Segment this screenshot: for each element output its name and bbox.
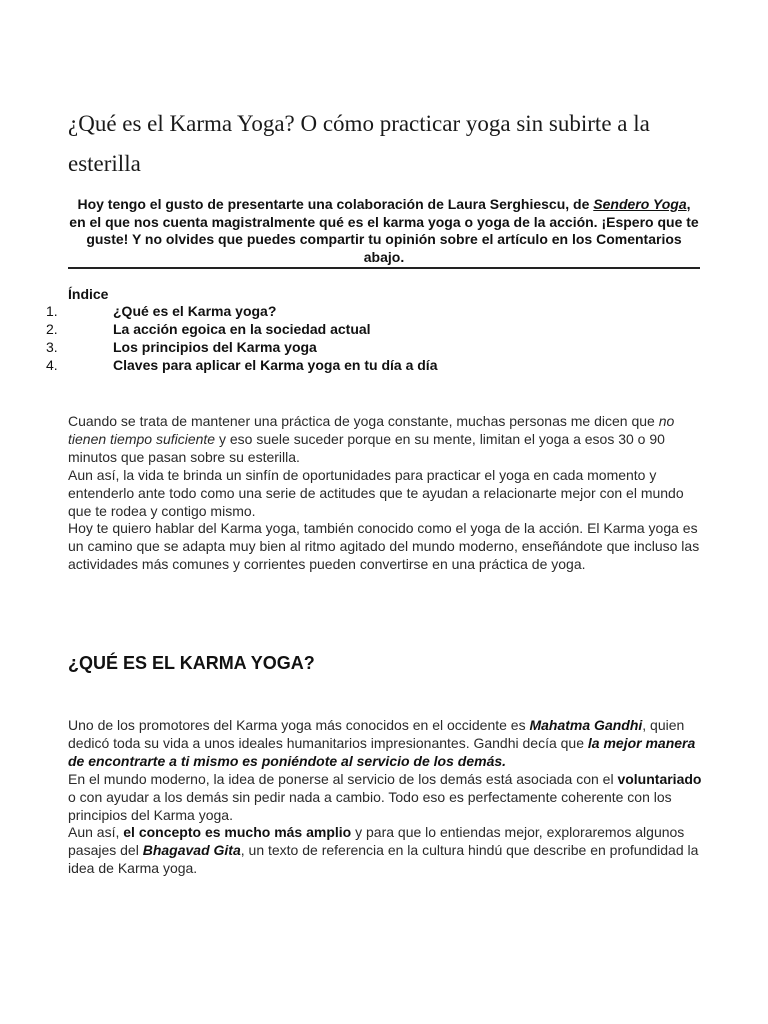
intro-section bbox=[68, 413, 704, 574]
text-run: En el mundo moderno, la idea de ponerse al servicio de los demás está asociada con el bbox=[68, 770, 618, 787]
toc-item[interactable] bbox=[0, 338, 700, 356]
toc-item-number: 2. bbox=[46, 321, 58, 337]
text-run: Aun así, bbox=[68, 824, 124, 841]
toc-title: Índice bbox=[68, 286, 109, 302]
text-run: , quien dedicó toda su vida a unos ideales humanitarios impresionantes. Gandhi decía que bbox=[68, 717, 685, 751]
toc-item[interactable] bbox=[0, 320, 700, 338]
text-run: y para que lo entiendas mejor, exploraremos algunos pasajes del bbox=[68, 824, 685, 859]
toc-item-number: 4. bbox=[46, 357, 58, 373]
body-paragraph: Aun así, la vida te brinda un sinfín de oportunidades para practicar el yoga en cada momento y entenderlo ante todo como una serie de actitudes que te ayudan a relacionarte mejor con el mundo que te rodea y contigo mismo. bbox=[68, 466, 684, 519]
intro-text-end: , en el que nos cuenta magistralmente qué es el karma yoga o yoga de la acción. ¡Espero que te guste! Y no olvides que puedes compartir tu opinión sobre el artículo en los Comentarios abajo. bbox=[69, 196, 699, 265]
toc-item-label[interactable]: Claves para aplicar el Karma yoga en tu día a día bbox=[113, 357, 438, 373]
horizontal-divider bbox=[68, 267, 700, 269]
toc-item-number: 3. bbox=[46, 339, 58, 355]
gandhi-name: Mahatma Gandhi bbox=[529, 717, 643, 733]
karma-yoga-section bbox=[68, 717, 704, 878]
section-heading: ¿QUÉ ES EL KARMA YOGA? bbox=[68, 653, 315, 673]
article-title: ¿Qué es el Karma Yoga? O cómo practicar yoga sin subirte a la esterilla bbox=[68, 111, 650, 176]
gandhi-quote: la mejor manera de encontrarte a ti mismo es poniéndote al servicio de los demás. bbox=[68, 734, 696, 769]
text-run: , un texto de referencia en la cultura hindú que describe en profundidad la idea de Karma yoga. bbox=[68, 842, 699, 877]
bhagavad-gita-title: Bhagavad Gita bbox=[142, 842, 241, 859]
body-paragraph bbox=[68, 771, 704, 825]
text-run: o con ayudar a los demás sin pedir nada a cambio. Todo eso es perfectamente coherente con los principios del Karma yoga. bbox=[68, 788, 672, 823]
text-run: y eso suele suceder porque en su mente, limitan el yoga a esos 30 o 90 minutos que pasan sobre su esterilla. bbox=[68, 430, 665, 465]
body-paragraph bbox=[68, 413, 704, 467]
body-paragraph: Hoy te quiero hablar del Karma yoga, también conocido como el yoga de la acción. El Karma yoga es un camino que se adapta muy bien al ritmo agitado del mundo moderno, enseñándote que incluso las actividades más comunes y corrientes pueden convertirse en una práctica de yoga. bbox=[68, 520, 700, 573]
text-run: Cuando se trata de mantener una práctica de yoga constante, muchas personas me dicen que bbox=[68, 413, 659, 429]
table-of-contents bbox=[0, 302, 700, 374]
body-paragraph bbox=[68, 717, 704, 771]
toc-item[interactable] bbox=[0, 356, 700, 374]
bold-text: voluntariado bbox=[617, 770, 702, 787]
toc-item-label[interactable]: La acción egoica en la sociedad actual bbox=[113, 321, 371, 337]
emphasis-text: no tienen tiempo suficiente bbox=[68, 413, 675, 447]
body-paragraph bbox=[68, 824, 704, 878]
intro-paragraph bbox=[68, 196, 700, 266]
toc-item-label[interactable]: ¿Qué es el Karma yoga? bbox=[113, 303, 277, 319]
text-run: Uno de los promotores del Karma yoga más conocidos en el occidente es bbox=[68, 717, 530, 733]
toc-item[interactable] bbox=[0, 302, 700, 320]
sendero-yoga-link[interactable]: Sendero Yoga bbox=[593, 196, 687, 212]
intro-text-start: Hoy tengo el gusto de presentarte una colaboración de Laura Serghiescu, de bbox=[77, 196, 594, 212]
bold-text: el concepto es mucho más amplio bbox=[123, 824, 352, 841]
toc-item-label[interactable]: Los principios del Karma yoga bbox=[113, 339, 317, 355]
toc-item-number: 1. bbox=[46, 303, 58, 319]
